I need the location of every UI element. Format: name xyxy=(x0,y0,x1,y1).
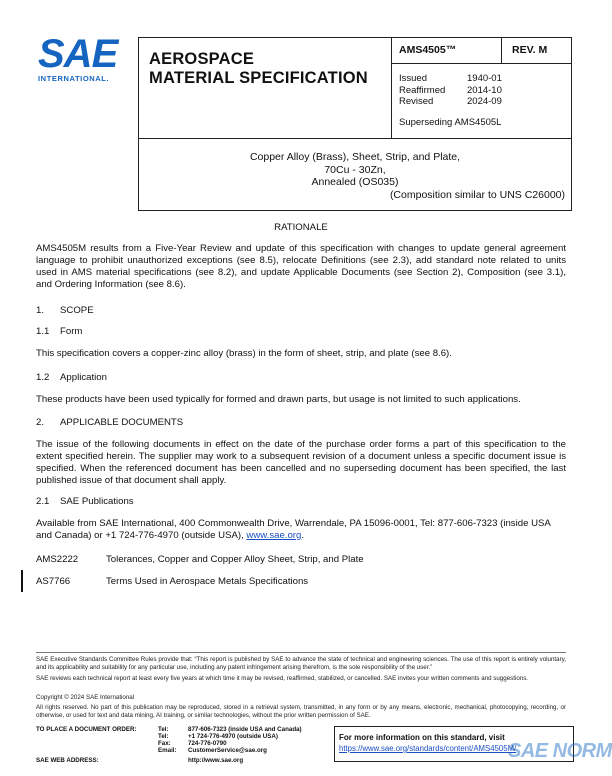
section-2-1-heading xyxy=(36,496,566,508)
standard-page-link[interactable]: https://www.sae.org/standards/content/AMS4505M/ xyxy=(339,744,517,753)
rationale-text: AMS4505M results from a Five-Year Review and update of this specification with changes to update general agreement language to prohibit unauthorized exceptions (see 8.5), relocate Definitions (see 2.3), add standard note related to units used in AMS material specifications (see 8.2), and update Applicable Documents (see Section 2), Composition (see 3.1), and Ordering Information (see 8.6). xyxy=(36,243,566,291)
order-contacts xyxy=(36,726,336,770)
reference-title: Tolerances, Copper and Copper Alloy Sheet, Strip, and Plate xyxy=(106,554,364,565)
web-label: SAE WEB ADDRESS: xyxy=(36,757,99,764)
spec-subject xyxy=(139,138,571,210)
logo-subtext: INTERNATIONAL. xyxy=(38,74,110,83)
more-info-title: For more information on this standard, visit xyxy=(339,733,505,742)
issued-date: 1940-01 xyxy=(467,73,502,84)
subject-line2: 70Cu - 30Zn, xyxy=(324,163,386,176)
spec-title xyxy=(139,38,392,138)
revised-date: 2024-09 xyxy=(467,96,502,107)
issued-label: Issued xyxy=(399,73,427,84)
subject-line4: (Composition similar to UNS C26000) xyxy=(389,188,565,201)
spec-title-line1: AEROSPACE xyxy=(149,50,255,68)
superseding-note: Superseding AMS4505L xyxy=(399,116,502,128)
section-1-heading xyxy=(36,305,566,317)
revision-change-bar xyxy=(21,570,23,592)
footer-rules-text: SAE Executive Standards Committee Rules provide that: “This report is published by SAE to advance the state of technical and engineering sciences. The use of this report is entirely voluntary, and its applicability and suitability for any particular use, including any patent infringement arising therefrom, is the sole responsibility of the user.” xyxy=(36,656,566,671)
section-1-1-title: Form xyxy=(60,326,83,337)
section-1-1-text: This specification covers a copper-zinc alloy (brass) in the form of sheet, strip, and plate (see 8.6). xyxy=(36,348,452,359)
email-label: Email: xyxy=(158,747,177,754)
section-1-title: SCOPE xyxy=(60,305,94,316)
footer-copyright: Copyright © 2024 SAE International xyxy=(36,694,135,701)
subject-line3: Annealed (OS035) xyxy=(311,176,399,188)
section-2-number: 2. xyxy=(36,417,45,428)
reference-title: Terms Used in Aerospace Metals Specifications xyxy=(106,576,309,587)
footer-review-text: SAE reviews each technical report at least every five years at which time it may be revised, reaffirmed, stabilized, or cancelled. SAE invites your written comments and suggestions. xyxy=(36,675,529,682)
doc-number: AMS4505™ xyxy=(392,38,502,64)
section-1-2-heading xyxy=(36,372,566,384)
sae-norm-watermark: SAE NORM xyxy=(508,740,612,762)
section-2-1-title: SAE Publications xyxy=(60,496,134,507)
reference-row xyxy=(36,554,566,566)
spec-title-line2: MATERIAL SPECIFICATION xyxy=(149,69,368,87)
reference-code: AMS2222 xyxy=(36,554,79,565)
rationale-heading: RATIONALE xyxy=(274,222,328,233)
tel2-value: +1 724-776-4970 (outside USA) xyxy=(188,733,278,740)
section-2-1-number: 2.1 xyxy=(36,496,50,507)
revised-label: Revised xyxy=(399,96,434,107)
reference-code: AS7766 xyxy=(36,576,71,587)
email-value[interactable]: CustomerService@sae.org xyxy=(188,747,267,754)
section-1-2-text: These products have been used typically for formed and drawn parts, but usage is not limited to such applications. xyxy=(36,394,521,405)
tel-value: 877-606-7323 (inside USA and Canada) xyxy=(188,726,302,733)
tel-label: Tel: xyxy=(158,726,169,733)
date-block xyxy=(392,64,573,138)
footer-rights-text: All rights reserved. No part of this publication may be reproduced, stored in a retrieval system, transmitted, in any form or by any means, electronic, mechanical, photocopying, recording, or otherwise, or used for text and data mining, AI training, or similar technologies, without the prior written permission of SAE. xyxy=(36,704,566,719)
revision-label: REV. M xyxy=(502,38,571,64)
section-1-2-title: Application xyxy=(60,372,107,383)
section-1-number: 1. xyxy=(36,305,45,316)
web-value[interactable]: http://www.sae.org xyxy=(188,757,244,764)
section-2-heading xyxy=(36,417,566,429)
section-2-1-body: Available from SAE International, 400 Commonwealth Drive, Warrendale, PA 15096-0001, Tel: 877-606-7323 (inside USA and Canada) or +1 724-776-4970 (outside USA), xyxy=(36,518,551,542)
spec-header xyxy=(138,37,572,211)
section-2-1-text xyxy=(36,518,566,542)
section-1-1-heading xyxy=(36,326,566,338)
sae-website-link[interactable]: www.sae.org xyxy=(246,530,302,542)
reaffirmed-date: 2014-10 xyxy=(467,84,502,96)
fax-value: 724-776-0790 xyxy=(188,740,227,747)
section-2-text: The issue of the following documents in effect on the date of the purchase order forms a part of this specification to the extent specified herein. The supplier may work to a subsequent revision of a document unless a specific document issue is specified. When the referenced document has been cancelled and no superseding document has been specified, the last published issue of that document shall apply. xyxy=(36,439,566,487)
logo-mark: SAE xyxy=(38,32,118,76)
section-1-2-number: 1.2 xyxy=(36,372,50,383)
reference-row xyxy=(36,576,566,588)
fax-label: Fax: xyxy=(158,740,171,747)
footer-divider xyxy=(36,652,566,653)
section-2-title: APPLICABLE DOCUMENTS xyxy=(60,417,184,428)
reaffirmed-label: Reaffirmed xyxy=(399,84,446,96)
section-1-1-number: 1.1 xyxy=(36,326,50,337)
order-label: TO PLACE A DOCUMENT ORDER: xyxy=(36,726,137,733)
tel2-label: Tel: xyxy=(158,733,169,740)
section-2-1-end: . xyxy=(301,530,304,542)
subject-line1: Copper Alloy (Brass), Sheet, Strip, and Plate, xyxy=(249,151,461,163)
sae-logo xyxy=(38,32,122,86)
